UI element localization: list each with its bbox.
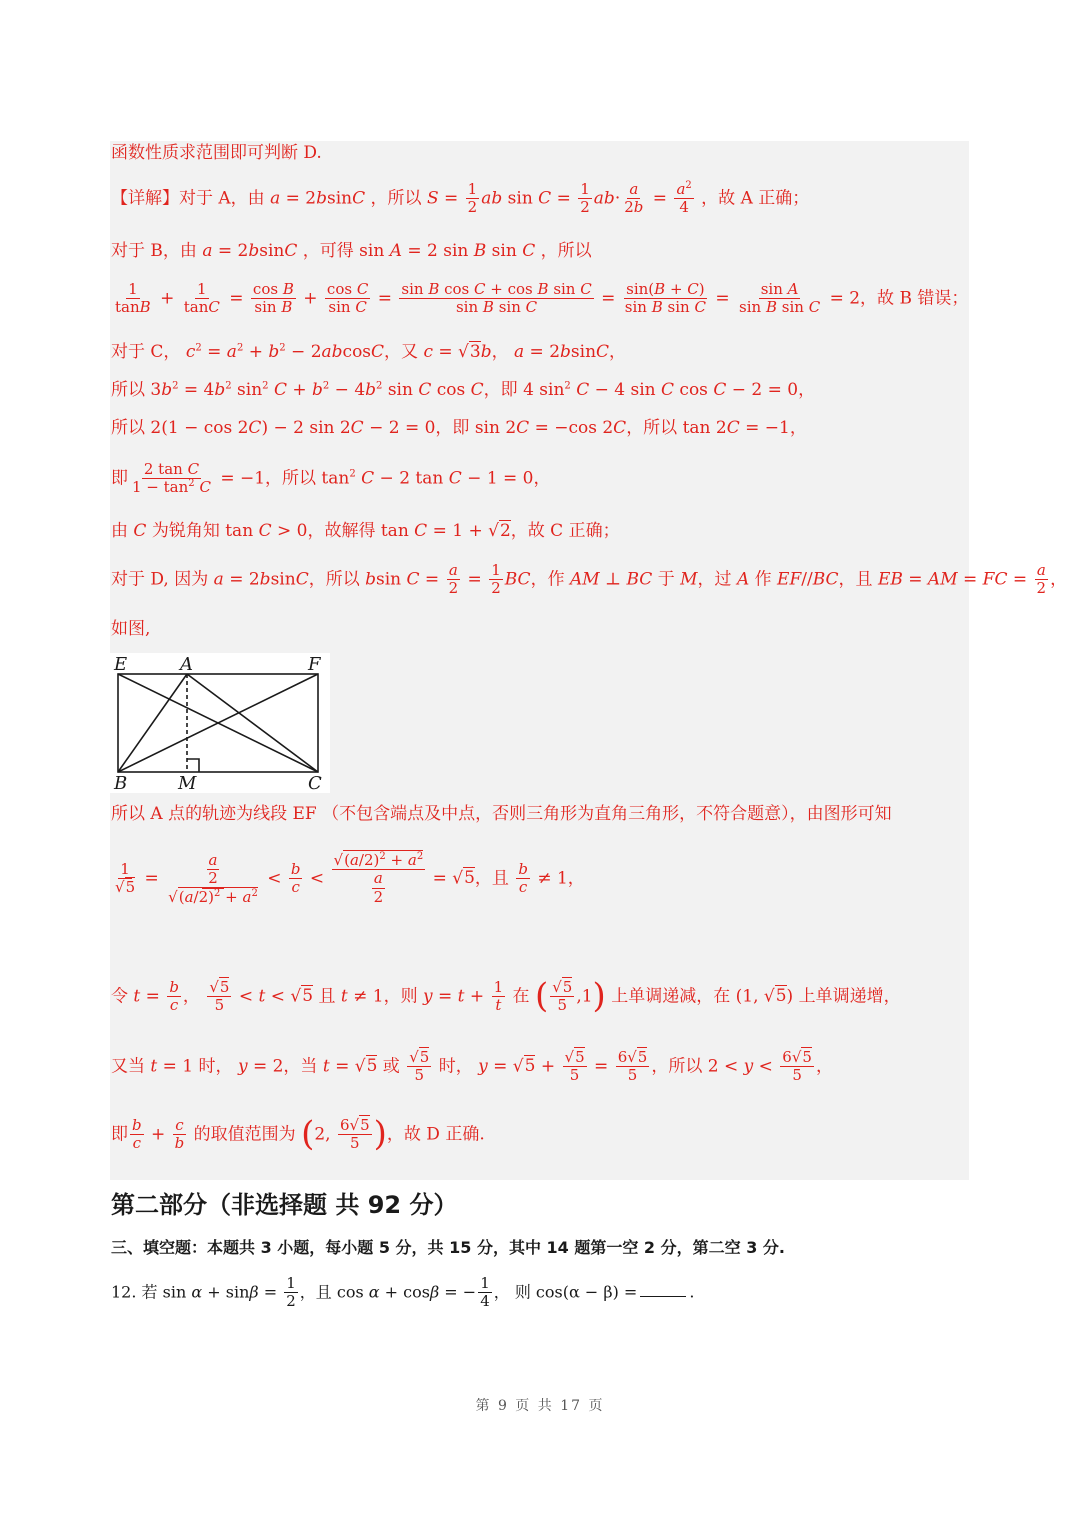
point-label: A — [180, 654, 193, 675]
section-title: 第二部分（非选择题 共 92 分） — [111, 1191, 458, 1219]
point-label: B — [114, 773, 128, 793]
solution-line-15: 即 $\frac{b}{c}$ + $\frac{c}{b}$ 的取值范围为 (2, $\frac{6√5}{5}$ )，故 D 正确. — [111, 1114, 485, 1155]
solution-line-10: 对于 D, 因为 a = 2bsinC，所以 bsin C = $\frac{a}{2}$ = $\frac{1}{2}$ BC，作 AM ⊥ BC 于 M，过 A 作 EF//BC，且 EB = AM = FC = $\frac{a}{2}$ ， — [111, 561, 1068, 598]
page-footer: 第 9 页 共 17 页 — [475, 1398, 605, 1414]
solution-line-4: $\frac{1}{\tan B}$ + $\frac{1}{\tan C}$ = $\frac{\text{cos B}}{\text{sin B}}$ + $\frac{\text{cos C}}{\text{sin C}}$ = $\frac{\text{sin B cos C + cos B sin C}}{\text{sin B sin C}}$ = $\frac{\sin(B + C)}{\text{sin B sin C}}$ = $\frac{\text{sin A}}{\text{sin B sin C}}$ = 2，故 B 错误； — [115, 280, 969, 317]
solution-line-6: 所以 $3b^2 = 4b^2$ $\sin^2 C + b^2 - 4b^2$ sin C cos C，即 4 $\sin^2 C - 4$ sin C cos C − 2 = 0， — [111, 380, 816, 400]
question-12: 12. 若 sin α + sinβ = $\frac{1}{2}$ ，且 cos α + cosβ = − $\frac{1}{4}$ ， 则 cos(α − β) = . — [111, 1274, 695, 1311]
point-label: F — [308, 654, 321, 675]
question-ask: 则 cos(α − β) = — [514, 1282, 638, 1302]
solution-line-14: 又当 t = 1 时， y = 2，当 t = √5 或 $\frac{√5}{5}$ 时， y = √5 + $\frac{√5}{5}$ = $\frac{6√5}{5}$ ，所以 2 < y < $\frac{6√5}{5}$ ， — [111, 1048, 833, 1085]
solution-line-inequality: $\frac{1}{√5}$ = $\frac{\frac{a}{2}}{√(a/2)^2 + a^2}$ < $\frac{b}{c}$ < $\frac{√(a/2)^2 + a^2}{\frac{a}{2}}$ = √5，且 $\frac{b}{c}$ ≠ 1， — [115, 851, 585, 906]
solution-line-5: 对于 C， $c^2 = a^2 + b^2 - 2abcosC$，又 c = √3b， a = 2bsinC， — [111, 342, 627, 362]
solution-line-11: 如图, — [111, 619, 151, 639]
solution-line-2: 【详解】对于 A，由 a = 2bsinC ，所以 S = $\frac{1}{2}$ ab sin C = $\frac{1}{2}$ ab· $\frac{a}{2b}$ = $\frac{a^2}{4}$ ，故 A 正确； — [111, 180, 810, 217]
section-subtitle: 三、填空题：本题共 3 小题，每小题 5 分，共 15 分，其中 14 题第一空 2 分，第二空 3 分. — [111, 1238, 785, 1257]
point-label: E — [114, 654, 128, 675]
rectangle-diagram — [110, 653, 330, 793]
solution-line-9: 由 C 为锐角知 tan C > 0，故解得 tan C = 1 + √2，故 C 正确； — [111, 521, 620, 541]
solution-line-8: 即 $\frac{\text{2 tan C}}{1 - \tan^2 C}$ = −1，所以 $\tan^2 C - 2$ tan C − 1 = 0， — [111, 460, 551, 497]
solution-line-1: 函数性质求范围即可判断 D. — [111, 143, 322, 163]
solution-line-12: 所以 A 点的轨迹为线段 EF （不包含端点及中点，否则三角形为直角三角形，不符合题意），由图形可知 — [111, 804, 892, 824]
solution-line-3: 对于 B，由 a = 2bsinC ，可得 sin A = 2 sin B sin C ，所以 — [111, 241, 592, 261]
question-number: 12. — [111, 1282, 137, 1302]
solution-line-7: 所以 2(1 − cos 2C) − 2 sin 2C − 2 = 0，即 sin 2C = −cos 2C，所以 tan 2C = −1， — [111, 418, 807, 438]
solution-line-13: 令 t = $\frac{b}{c}$ ， $\frac{√5}{5}$ < t < √5 且 t ≠ 1，则 y = t + $\frac{1}{t}$ 在 ( $\frac{√5}{5}$ ,1) 上单调递减，在 (1, √5) 上单调递增， — [111, 976, 901, 1017]
point-label: M — [178, 773, 197, 793]
point-label: C — [308, 773, 322, 793]
answer-blank[interactable] — [640, 1296, 686, 1297]
